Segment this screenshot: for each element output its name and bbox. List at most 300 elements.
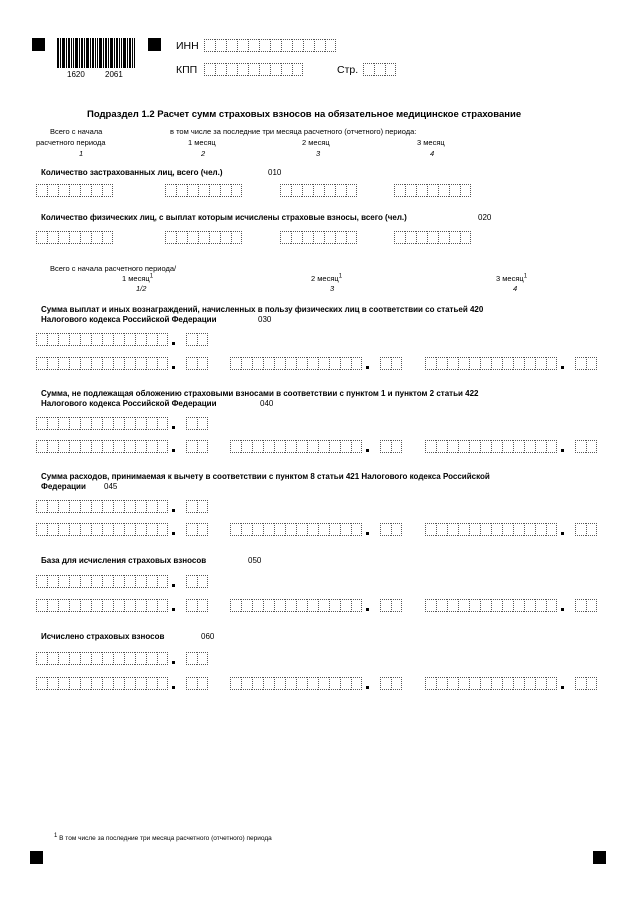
input-cell[interactable] [394, 231, 405, 244]
input-cell[interactable] [405, 184, 416, 197]
input-cell[interactable] [47, 500, 58, 513]
input-cell[interactable] [425, 599, 436, 612]
money-integer-cells[interactable] [36, 500, 168, 513]
row-045-month2-field[interactable] [230, 523, 410, 536]
input-cell[interactable] [458, 357, 469, 370]
input-cell[interactable] [102, 417, 113, 430]
input-cell[interactable] [230, 523, 241, 536]
input-cell[interactable] [197, 417, 208, 430]
input-cell[interactable] [36, 357, 47, 370]
input-cell[interactable] [146, 333, 157, 346]
input-cell[interactable] [296, 440, 307, 453]
input-cell[interactable] [351, 357, 362, 370]
input-cell[interactable] [285, 599, 296, 612]
input-cell[interactable] [58, 599, 69, 612]
input-cell[interactable] [335, 184, 346, 197]
input-cell[interactable] [241, 677, 252, 690]
row-040-month2-field[interactable] [230, 440, 410, 453]
row-060-month2-field[interactable] [230, 677, 410, 690]
input-cell[interactable] [460, 184, 471, 197]
input-cell[interactable] [176, 184, 187, 197]
input-cell[interactable] [186, 500, 197, 513]
input-cell[interactable] [102, 575, 113, 588]
input-cell[interactable] [291, 184, 302, 197]
money-integer-cells[interactable] [36, 417, 168, 430]
row-050-total-field[interactable] [36, 575, 216, 588]
input-cell[interactable] [36, 677, 47, 690]
input-cell[interactable] [135, 677, 146, 690]
input-cell[interactable] [102, 184, 113, 197]
money-decimal-cells[interactable] [186, 677, 208, 690]
input-cell[interactable] [124, 523, 135, 536]
input-cell[interactable] [47, 575, 58, 588]
input-cell[interactable] [58, 184, 69, 197]
input-cell[interactable] [113, 440, 124, 453]
input-cell[interactable] [385, 63, 396, 76]
input-cell[interactable] [270, 63, 281, 76]
money-decimal-cells[interactable] [575, 523, 597, 536]
input-cell[interactable] [259, 39, 270, 52]
input-cell[interactable] [58, 231, 69, 244]
money-integer-cells[interactable] [230, 677, 362, 690]
input-cell[interactable] [47, 599, 58, 612]
input-cell[interactable] [447, 440, 458, 453]
input-cell[interactable] [113, 500, 124, 513]
input-cell[interactable] [296, 677, 307, 690]
input-cell[interactable] [198, 184, 209, 197]
input-cell[interactable] [469, 440, 480, 453]
input-cell[interactable] [380, 357, 391, 370]
input-cell[interactable] [502, 599, 513, 612]
row-060-month3-field[interactable] [425, 677, 605, 690]
input-cell[interactable] [102, 677, 113, 690]
input-cell[interactable] [36, 500, 47, 513]
input-cell[interactable] [263, 440, 274, 453]
input-cell[interactable] [263, 599, 274, 612]
input-cell[interactable] [458, 677, 469, 690]
money-decimal-cells[interactable] [575, 440, 597, 453]
input-cell[interactable] [480, 677, 491, 690]
input-cell[interactable] [292, 39, 303, 52]
input-cell[interactable] [391, 440, 402, 453]
input-cell[interactable] [113, 575, 124, 588]
input-cell[interactable] [80, 500, 91, 513]
input-cell[interactable] [69, 231, 80, 244]
input-cell[interactable] [146, 417, 157, 430]
input-cell[interactable] [135, 523, 146, 536]
input-cell[interactable] [36, 575, 47, 588]
input-cell[interactable] [263, 677, 274, 690]
input-cell[interactable] [113, 333, 124, 346]
input-cell[interactable] [416, 231, 427, 244]
input-cell[interactable] [237, 63, 248, 76]
input-cell[interactable] [586, 523, 597, 536]
input-cell[interactable] [524, 523, 535, 536]
row-045-month1-field[interactable] [36, 523, 216, 536]
input-cell[interactable] [285, 677, 296, 690]
row-020-total-field[interactable] [36, 231, 113, 244]
input-cell[interactable] [102, 333, 113, 346]
input-cell[interactable] [351, 599, 362, 612]
inn-field[interactable] [204, 39, 336, 52]
input-cell[interactable] [102, 523, 113, 536]
input-cell[interactable] [285, 440, 296, 453]
input-cell[interactable] [263, 357, 274, 370]
kpp-field[interactable] [204, 63, 303, 76]
input-cell[interactable] [146, 440, 157, 453]
money-integer-cells[interactable] [36, 575, 168, 588]
input-cell[interactable] [575, 677, 586, 690]
input-cell[interactable] [204, 63, 215, 76]
input-cell[interactable] [69, 417, 80, 430]
money-integer-cells[interactable] [425, 523, 557, 536]
money-integer-cells[interactable] [230, 599, 362, 612]
input-cell[interactable] [187, 231, 198, 244]
input-cell[interactable] [91, 333, 102, 346]
input-cell[interactable] [36, 652, 47, 665]
input-cell[interactable] [157, 652, 168, 665]
input-cell[interactable] [124, 599, 135, 612]
input-cell[interactable] [351, 523, 362, 536]
input-cell[interactable] [220, 184, 231, 197]
row-030-month1-field[interactable] [36, 357, 216, 370]
money-decimal-cells[interactable] [186, 599, 208, 612]
row-010-month3-field[interactable] [394, 184, 471, 197]
input-cell[interactable] [241, 357, 252, 370]
input-cell[interactable] [391, 599, 402, 612]
input-cell[interactable] [124, 417, 135, 430]
input-cell[interactable] [318, 523, 329, 536]
input-cell[interactable] [198, 231, 209, 244]
input-cell[interactable] [124, 575, 135, 588]
input-cell[interactable] [215, 39, 226, 52]
input-cell[interactable] [102, 357, 113, 370]
input-cell[interactable] [346, 184, 357, 197]
input-cell[interactable] [324, 184, 335, 197]
money-integer-cells[interactable] [36, 440, 168, 453]
input-cell[interactable] [58, 440, 69, 453]
input-cell[interactable] [241, 523, 252, 536]
input-cell[interactable] [303, 39, 314, 52]
input-cell[interactable] [69, 333, 80, 346]
input-cell[interactable] [69, 652, 80, 665]
input-cell[interactable] [469, 523, 480, 536]
input-cell[interactable] [124, 677, 135, 690]
input-cell[interactable] [58, 652, 69, 665]
input-cell[interactable] [449, 231, 460, 244]
input-cell[interactable] [36, 231, 47, 244]
input-cell[interactable] [197, 575, 208, 588]
input-cell[interactable] [47, 184, 58, 197]
input-cell[interactable] [329, 599, 340, 612]
input-cell[interactable] [36, 417, 47, 430]
input-cell[interactable] [124, 652, 135, 665]
input-cell[interactable] [187, 184, 198, 197]
input-cell[interactable] [186, 333, 197, 346]
input-cell[interactable] [502, 677, 513, 690]
input-cell[interactable] [513, 357, 524, 370]
input-cell[interactable] [220, 231, 231, 244]
input-cell[interactable] [124, 333, 135, 346]
input-cell[interactable] [586, 357, 597, 370]
input-cell[interactable] [102, 599, 113, 612]
input-cell[interactable] [340, 677, 351, 690]
money-decimal-cells[interactable] [380, 677, 402, 690]
input-cell[interactable] [230, 357, 241, 370]
input-cell[interactable] [380, 677, 391, 690]
input-cell[interactable] [102, 231, 113, 244]
money-integer-cells[interactable] [230, 357, 362, 370]
input-cell[interactable] [274, 677, 285, 690]
money-decimal-cells[interactable] [186, 500, 208, 513]
input-cell[interactable] [458, 523, 469, 536]
input-cell[interactable] [524, 677, 535, 690]
input-cell[interactable] [80, 440, 91, 453]
money-integer-cells[interactable] [36, 523, 168, 536]
input-cell[interactable] [157, 500, 168, 513]
input-cell[interactable] [47, 417, 58, 430]
input-cell[interactable] [469, 357, 480, 370]
input-cell[interactable] [329, 523, 340, 536]
input-cell[interactable] [274, 599, 285, 612]
input-cell[interactable] [47, 440, 58, 453]
money-decimal-cells[interactable] [186, 440, 208, 453]
input-cell[interactable] [546, 599, 557, 612]
input-cell[interactable] [302, 184, 313, 197]
input-cell[interactable] [157, 575, 168, 588]
money-decimal-cells[interactable] [575, 599, 597, 612]
input-cell[interactable] [480, 523, 491, 536]
input-cell[interactable] [197, 599, 208, 612]
input-cell[interactable] [157, 440, 168, 453]
money-decimal-cells[interactable] [380, 357, 402, 370]
input-cell[interactable] [91, 357, 102, 370]
input-cell[interactable] [135, 575, 146, 588]
input-cell[interactable] [146, 599, 157, 612]
input-cell[interactable] [524, 357, 535, 370]
input-cell[interactable] [427, 184, 438, 197]
input-cell[interactable] [80, 599, 91, 612]
money-decimal-cells[interactable] [575, 677, 597, 690]
input-cell[interactable] [209, 184, 220, 197]
input-cell[interactable] [325, 39, 336, 52]
input-cell[interactable] [436, 599, 447, 612]
input-cell[interactable] [113, 357, 124, 370]
money-integer-cells[interactable] [230, 440, 362, 453]
input-cell[interactable] [197, 652, 208, 665]
input-cell[interactable] [394, 184, 405, 197]
money-integer-cells[interactable] [425, 357, 557, 370]
input-cell[interactable] [491, 357, 502, 370]
money-integer-cells[interactable] [36, 677, 168, 690]
row-030-month2-field[interactable] [230, 357, 410, 370]
input-cell[interactable] [425, 523, 436, 536]
money-decimal-cells[interactable] [186, 575, 208, 588]
input-cell[interactable] [335, 231, 346, 244]
input-cell[interactable] [458, 599, 469, 612]
input-cell[interactable] [502, 440, 513, 453]
input-cell[interactable] [285, 357, 296, 370]
input-cell[interactable] [230, 440, 241, 453]
input-cell[interactable] [535, 523, 546, 536]
input-cell[interactable] [241, 599, 252, 612]
input-cell[interactable] [546, 523, 557, 536]
input-cell[interactable] [438, 231, 449, 244]
input-cell[interactable] [546, 357, 557, 370]
input-cell[interactable] [197, 500, 208, 513]
input-cell[interactable] [36, 523, 47, 536]
input-cell[interactable] [58, 357, 69, 370]
input-cell[interactable] [296, 523, 307, 536]
input-cell[interactable] [374, 63, 385, 76]
input-cell[interactable] [447, 357, 458, 370]
input-cell[interactable] [186, 357, 197, 370]
input-cell[interactable] [469, 599, 480, 612]
input-cell[interactable] [58, 677, 69, 690]
money-integer-cells[interactable] [36, 599, 168, 612]
money-integer-cells[interactable] [230, 523, 362, 536]
input-cell[interactable] [575, 523, 586, 536]
input-cell[interactable] [391, 523, 402, 536]
input-cell[interactable] [113, 677, 124, 690]
input-cell[interactable] [449, 184, 460, 197]
input-cell[interactable] [340, 599, 351, 612]
input-cell[interactable] [146, 500, 157, 513]
row-060-month1-field[interactable] [36, 677, 216, 690]
input-cell[interactable] [480, 357, 491, 370]
row-010-month1-field[interactable] [165, 184, 242, 197]
input-cell[interactable] [36, 440, 47, 453]
money-integer-cells[interactable] [425, 599, 557, 612]
input-cell[interactable] [436, 523, 447, 536]
input-cell[interactable] [252, 599, 263, 612]
input-cell[interactable] [80, 184, 91, 197]
input-cell[interactable] [329, 677, 340, 690]
input-cell[interactable] [186, 440, 197, 453]
input-cell[interactable] [197, 440, 208, 453]
money-integer-cells[interactable] [36, 333, 168, 346]
money-decimal-cells[interactable] [186, 357, 208, 370]
input-cell[interactable] [425, 440, 436, 453]
row-010-total-field[interactable] [36, 184, 113, 197]
money-decimal-cells[interactable] [186, 333, 208, 346]
input-cell[interactable] [575, 599, 586, 612]
input-cell[interactable] [237, 39, 248, 52]
input-cell[interactable] [102, 440, 113, 453]
input-cell[interactable] [209, 231, 220, 244]
money-integer-cells[interactable] [425, 677, 557, 690]
input-cell[interactable] [157, 357, 168, 370]
input-cell[interactable] [586, 677, 597, 690]
input-cell[interactable] [491, 440, 502, 453]
input-cell[interactable] [447, 677, 458, 690]
input-cell[interactable] [318, 357, 329, 370]
input-cell[interactable] [58, 333, 69, 346]
input-cell[interactable] [513, 677, 524, 690]
input-cell[interactable] [157, 333, 168, 346]
input-cell[interactable] [307, 440, 318, 453]
input-cell[interactable] [135, 652, 146, 665]
input-cell[interactable] [318, 440, 329, 453]
input-cell[interactable] [340, 523, 351, 536]
input-cell[interactable] [186, 599, 197, 612]
input-cell[interactable] [270, 39, 281, 52]
input-cell[interactable] [186, 652, 197, 665]
input-cell[interactable] [102, 652, 113, 665]
input-cell[interactable] [226, 39, 237, 52]
input-cell[interactable] [307, 523, 318, 536]
input-cell[interactable] [575, 357, 586, 370]
input-cell[interactable] [274, 523, 285, 536]
money-integer-cells[interactable] [36, 357, 168, 370]
input-cell[interactable] [380, 440, 391, 453]
input-cell[interactable] [546, 677, 557, 690]
row-050-month2-field[interactable] [230, 599, 410, 612]
input-cell[interactable] [427, 231, 438, 244]
input-cell[interactable] [447, 599, 458, 612]
input-cell[interactable] [280, 231, 291, 244]
input-cell[interactable] [329, 357, 340, 370]
money-integer-cells[interactable] [425, 440, 557, 453]
input-cell[interactable] [513, 599, 524, 612]
input-cell[interactable] [135, 333, 146, 346]
input-cell[interactable] [165, 231, 176, 244]
input-cell[interactable] [425, 357, 436, 370]
input-cell[interactable] [157, 599, 168, 612]
input-cell[interactable] [146, 677, 157, 690]
input-cell[interactable] [47, 231, 58, 244]
input-cell[interactable] [340, 357, 351, 370]
input-cell[interactable] [204, 39, 215, 52]
input-cell[interactable] [157, 523, 168, 536]
input-cell[interactable] [69, 500, 80, 513]
input-cell[interactable] [91, 184, 102, 197]
input-cell[interactable] [91, 677, 102, 690]
input-cell[interactable] [480, 599, 491, 612]
input-cell[interactable] [91, 575, 102, 588]
input-cell[interactable] [318, 599, 329, 612]
input-cell[interactable] [380, 523, 391, 536]
input-cell[interactable] [80, 523, 91, 536]
input-cell[interactable] [281, 63, 292, 76]
input-cell[interactable] [274, 440, 285, 453]
input-cell[interactable] [102, 500, 113, 513]
input-cell[interactable] [460, 231, 471, 244]
input-cell[interactable] [69, 599, 80, 612]
input-cell[interactable] [186, 677, 197, 690]
input-cell[interactable] [197, 357, 208, 370]
page-number-field[interactable] [363, 63, 396, 76]
input-cell[interactable] [58, 523, 69, 536]
input-cell[interactable] [363, 63, 374, 76]
input-cell[interactable] [69, 357, 80, 370]
input-cell[interactable] [47, 652, 58, 665]
input-cell[interactable] [313, 184, 324, 197]
input-cell[interactable] [425, 677, 436, 690]
input-cell[interactable] [135, 440, 146, 453]
input-cell[interactable] [524, 440, 535, 453]
row-020-month3-field[interactable] [394, 231, 471, 244]
money-decimal-cells[interactable] [380, 599, 402, 612]
input-cell[interactable] [546, 440, 557, 453]
input-cell[interactable] [380, 599, 391, 612]
input-cell[interactable] [513, 440, 524, 453]
input-cell[interactable] [416, 184, 427, 197]
input-cell[interactable] [91, 231, 102, 244]
input-cell[interactable] [165, 184, 176, 197]
money-decimal-cells[interactable] [380, 440, 402, 453]
input-cell[interactable] [157, 417, 168, 430]
